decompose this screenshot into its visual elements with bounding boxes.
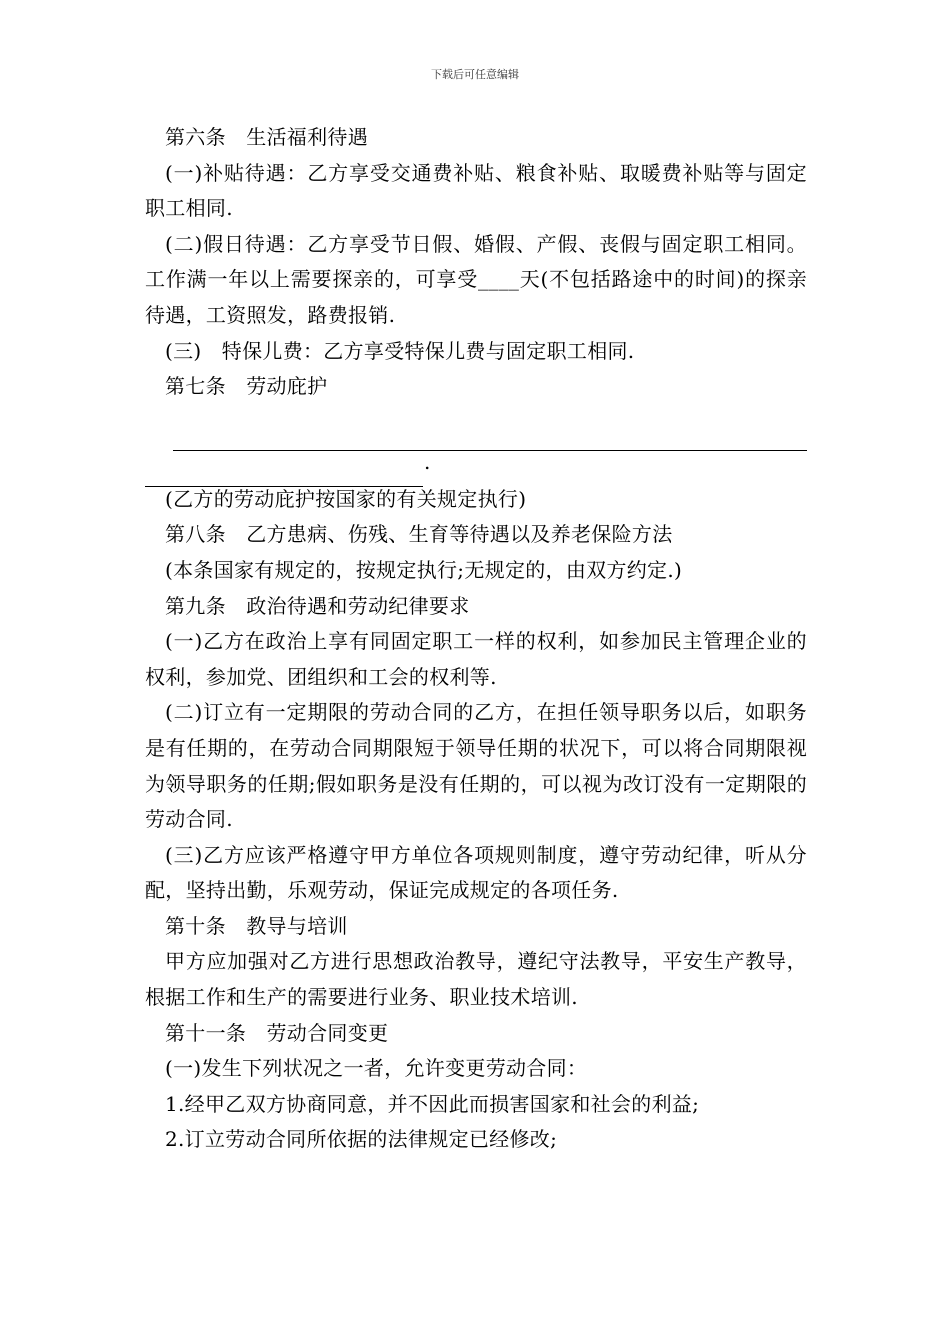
article-6-item-3: (三) 特保儿费：乙方享受特保儿费与固定职工相同. [165, 338, 635, 363]
article-11-subitem-2: 2.订立劳动合同所依据的法律规定已经修改; [165, 1127, 558, 1152]
blank-line-2 [145, 486, 423, 487]
article-9-item-3: (三)乙方应该严格遵守甲方单位各项规则制度，遵守劳动纪律，听从分配，坚持出勤，乐观劳动，保证完成规定的各项任务. [145, 842, 807, 903]
article-7-title: 第七条 劳动庇护 [165, 374, 328, 399]
article-6-item-2: (二)假日待遇：乙方享受节日假、婚假、产假、丧假与固定职工相同。工作满一年以上需要探亲的，可享受____天(不包括路途中的时间)的探亲待遇，工资照发，路费报销. [145, 231, 807, 327]
article-11-item-1: (一)发生下列状况之一者，允许变更劳动合同： [165, 1056, 588, 1081]
article-9-title: 第九条 政治待遇和劳动纪律要求 [165, 593, 470, 618]
article-11-subitem-1: 1.经甲乙双方协商同意，并不因此而损害国家和社会的利益; [165, 1091, 700, 1116]
article-7-note: (乙方的劳动庇护按国家的有关规定执行) [165, 486, 527, 511]
article-8-title: 第八条 乙方患病、伤残、生育等待遇以及养老保险方法 [165, 522, 673, 547]
page-header: 下载后可任意编辑 [431, 68, 519, 81]
article-9-item-2: (二)订立有一定期限的劳动合同的乙方，在担任领导职务以后，如职务是有任期的，在劳动合同期限短于领导任期的状况下，可以将合同期限视为领导职务的任期;假如职务是没有任期的，可以视为改订没有一定期限的劳动合同. [145, 700, 807, 832]
blank-line-period: . [424, 449, 431, 474]
article-8-note: (本条国家有规定的，按规定执行;无规定的，由双方约定.) [165, 557, 683, 582]
article-11-title: 第十一条 劳动合同变更 [165, 1020, 389, 1045]
article-9-item-1: (一)乙方在政治上享有同固定职工一样的权利，如参加民主管理企业的权利，参加党、团组织和工会的权利等. [145, 629, 807, 689]
blank-line-1 [173, 450, 807, 451]
document-body [145, 120, 807, 1158]
article-10-body: 甲方应加强对乙方进行思想政治教导，遵纪守法教导，平安生产教导，根据工作和生产的需要进行业务、职业技术培训. [145, 949, 807, 1010]
article-6-item-1: (一)补贴待遇：乙方享受交通费补贴、粮食补贴、取暖费补贴等与固定职工相同. [145, 160, 807, 221]
fill-in-blank-lines [145, 405, 807, 476]
article-10-title: 第十条 教导与培训 [165, 913, 348, 938]
article-6-title: 第六条 生活福利待遇 [165, 125, 368, 149]
